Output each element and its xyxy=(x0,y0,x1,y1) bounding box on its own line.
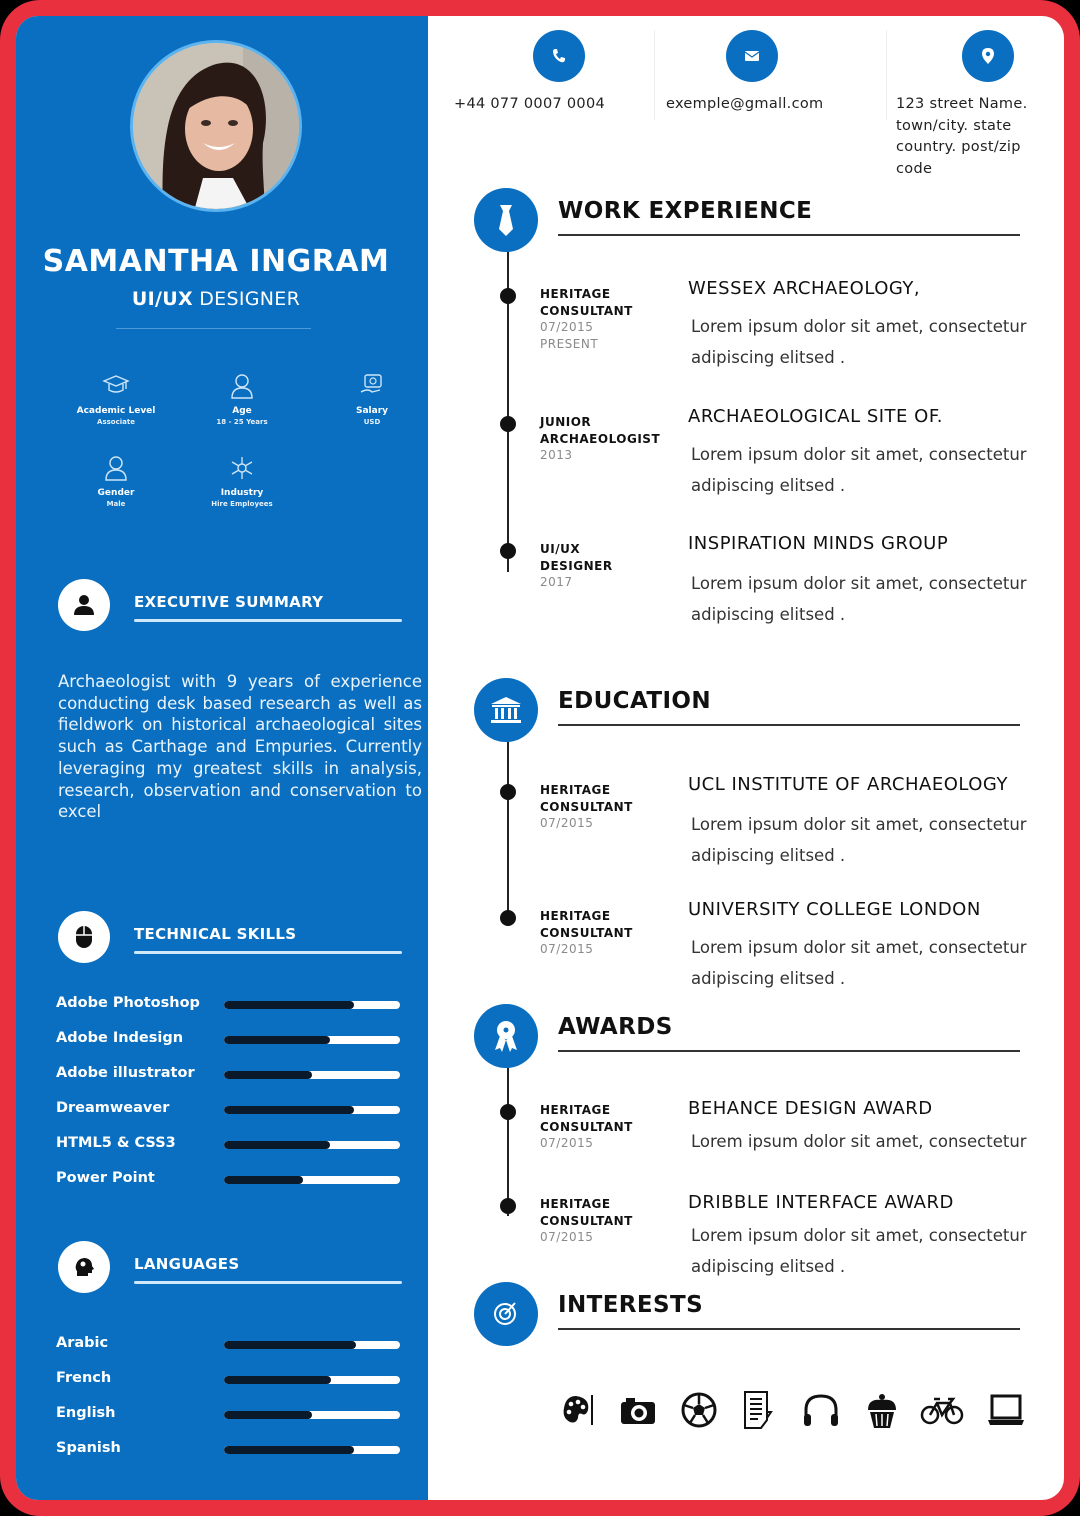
fact-label: Salary xyxy=(355,406,389,416)
language-bar xyxy=(224,1376,400,1384)
email-address[interactable]: exemple@gmall.com xyxy=(666,96,824,112)
language-bar xyxy=(224,1446,400,1454)
title-bold: UI/UX xyxy=(131,288,193,310)
divider xyxy=(654,30,655,120)
language-bar-fill xyxy=(224,1376,331,1384)
sidebar xyxy=(16,16,428,1500)
document-icon xyxy=(736,1388,780,1432)
camera-icon xyxy=(616,1388,660,1432)
fact-label: Gender xyxy=(97,488,135,498)
entry-organization: INSPIRATION MINDS GROUP xyxy=(688,533,949,554)
section-title: WORK EXPERIENCE xyxy=(558,198,813,224)
address xyxy=(896,94,1056,180)
skill-row xyxy=(56,1170,402,1205)
mouse-icon xyxy=(58,911,110,963)
section-title: LANGUAGES xyxy=(134,1255,240,1273)
fact-salary xyxy=(312,372,432,427)
phone-icon xyxy=(533,30,585,82)
entry-description: Lorem ipsum dolor sit amet, consectetur adipiscing elitsed . xyxy=(691,938,1027,988)
skill-bar-fill xyxy=(224,1141,330,1149)
fact-age xyxy=(182,372,302,427)
entry-role: JUNIOR ARCHAEOLOGIST 2013 xyxy=(540,415,661,462)
timeline-dot xyxy=(500,288,516,304)
user-icon xyxy=(58,579,110,631)
skill-label: Dreamweaver xyxy=(56,1100,170,1116)
fact-value: Male xyxy=(106,500,126,508)
fact-label: Industry xyxy=(220,488,264,498)
skill-row xyxy=(56,995,402,1030)
timeline-line xyxy=(507,736,509,926)
phone-number[interactable]: +44 077 0007 0004 xyxy=(454,96,606,112)
fact-value: USD xyxy=(363,418,381,426)
main-content xyxy=(428,16,1064,1500)
section-work-experience xyxy=(474,188,1034,252)
section-title: EDUCATION xyxy=(558,688,712,714)
skills-list xyxy=(56,995,402,1205)
fact-value: 18 - 25 Years xyxy=(216,418,268,426)
skill-row xyxy=(56,1065,402,1100)
entry-role: UI/UX DESIGNER 2017 xyxy=(540,542,613,589)
head-gears-icon xyxy=(58,1241,110,1293)
section-title: EXECUTIVE SUMMARY xyxy=(134,593,324,611)
entry-organization: ARCHAEOLOGICAL SITE OF. xyxy=(688,406,944,427)
network-icon xyxy=(228,454,256,482)
skill-bar-fill xyxy=(224,1106,354,1114)
person-icon xyxy=(102,454,130,482)
language-label: Spanish xyxy=(56,1440,121,1456)
entry-description: Lorem ipsum dolor sit amet, consectetur adipiscing elitsed . xyxy=(691,445,1027,495)
divider xyxy=(116,328,311,329)
section-languages xyxy=(58,1241,418,1293)
language-bar-fill xyxy=(224,1446,354,1454)
profile-photo xyxy=(133,43,302,212)
resume-card xyxy=(16,16,1064,1500)
entry-role: HERITAGE CONSULTANT 07/2015 PRESENT xyxy=(540,287,633,351)
skill-bar xyxy=(224,1176,400,1184)
contact-phone xyxy=(454,30,664,116)
language-label: English xyxy=(56,1405,116,1421)
money-hand-icon xyxy=(358,372,386,400)
skill-bar-fill xyxy=(224,1036,330,1044)
section-technical-skills xyxy=(58,911,418,963)
section-rule xyxy=(558,1050,1020,1052)
entry-description: Lorem ipsum dolor sit amet, consectetur adipiscing elitsed . xyxy=(691,574,1027,624)
summary-text: Archaeologist with 9 years of experience conducting desk based research as well as fieldwork on historical archaeological sites such as Carthage and Empuries. Currently leveraging my greatest skills in analysis, research, observation and conservation to excel xyxy=(58,672,422,822)
person-icon xyxy=(228,372,256,400)
skill-label: Adobe Indesign xyxy=(56,1030,184,1046)
skill-label: Adobe illustrator xyxy=(56,1065,195,1081)
entry-organization: UNIVERSITY COLLEGE LONDON xyxy=(688,899,981,920)
location-pin-icon xyxy=(962,30,1014,82)
section-rule xyxy=(558,724,1020,726)
section-executive-summary xyxy=(58,579,418,631)
skill-row xyxy=(56,1030,402,1065)
entry-organization: DRIBBLE INTERFACE AWARD xyxy=(688,1192,954,1213)
contact-address xyxy=(896,30,1056,180)
cupcake-icon xyxy=(860,1388,904,1432)
headphones-icon xyxy=(799,1388,843,1432)
skill-bar-fill xyxy=(224,1176,303,1184)
avatar xyxy=(130,40,302,212)
entry-description: Lorem ipsum dolor sit amet, consectetur adipiscing elitsed . xyxy=(691,317,1027,367)
address-line: town/city. state xyxy=(896,117,1012,134)
entry-description: Lorem ipsum dolor sit amet, consectetur xyxy=(691,1132,1027,1151)
section-education xyxy=(474,678,1034,742)
section-awards xyxy=(474,1004,1034,1068)
skill-bar-fill xyxy=(224,1001,354,1009)
fact-value: Hire Employees xyxy=(211,500,273,508)
timeline-dot xyxy=(500,910,516,926)
language-bar-fill xyxy=(224,1411,312,1419)
title-rest: DESIGNER xyxy=(192,288,301,310)
bicycle-icon xyxy=(920,1388,964,1432)
entry-description: Lorem ipsum dolor sit amet, consectetur adipiscing elitsed . xyxy=(691,815,1027,865)
entry-organization: BEHANCE DESIGN AWARD xyxy=(688,1098,933,1119)
section-rule xyxy=(134,951,402,954)
skill-row xyxy=(56,1135,402,1170)
email-icon xyxy=(726,30,778,82)
tie-icon xyxy=(474,188,538,252)
entry-description: Lorem ipsum dolor sit amet, consectetur adipiscing elitsed . xyxy=(691,1226,1027,1276)
language-row xyxy=(56,1335,402,1370)
entry-role: HERITAGE CONSULTANT 07/2015 xyxy=(540,1197,633,1244)
entry-role: HERITAGE CONSULTANT 07/2015 xyxy=(540,909,633,956)
section-interests xyxy=(474,1282,1034,1346)
language-bar xyxy=(224,1411,400,1419)
palette-icon xyxy=(556,1388,600,1432)
laptop-icon xyxy=(984,1388,1028,1432)
skill-label: Power Point xyxy=(56,1170,155,1186)
timeline-dot xyxy=(500,543,516,559)
ribbon-award-icon xyxy=(474,1004,538,1068)
target-icon xyxy=(474,1282,538,1346)
fact-value: Associate xyxy=(97,418,135,426)
timeline-dot xyxy=(500,784,516,800)
timeline-dot xyxy=(500,1104,516,1120)
skill-bar-fill xyxy=(224,1071,312,1079)
skill-row xyxy=(56,1100,402,1135)
section-rule xyxy=(558,1328,1020,1330)
graduation-cap-icon xyxy=(102,372,130,400)
section-rule xyxy=(134,1281,402,1284)
institution-icon xyxy=(474,678,538,742)
address-line: 123 street Name. xyxy=(896,96,1028,112)
language-bar xyxy=(224,1341,400,1349)
soccer-ball-icon xyxy=(677,1388,721,1432)
section-title: AWARDS xyxy=(558,1014,673,1040)
skill-bar xyxy=(224,1141,400,1149)
skill-bar xyxy=(224,1036,400,1044)
language-row xyxy=(56,1370,402,1405)
timeline-dot xyxy=(500,1198,516,1214)
entry-organization: WESSEX ARCHAEOLOGY, xyxy=(688,278,921,299)
language-row xyxy=(56,1405,402,1440)
language-bar-fill xyxy=(224,1341,356,1349)
skill-bar xyxy=(224,1071,400,1079)
language-row xyxy=(56,1440,402,1475)
divider xyxy=(886,30,887,120)
timeline-line xyxy=(507,1066,509,1216)
language-label: French xyxy=(56,1370,112,1386)
section-title: INTERESTS xyxy=(558,1292,704,1318)
language-label: Arabic xyxy=(56,1335,109,1351)
section-rule xyxy=(134,619,402,622)
fact-academic-level xyxy=(56,372,176,427)
entry-role: HERITAGE CONSULTANT 07/2015 xyxy=(540,1103,633,1150)
languages-list xyxy=(56,1335,402,1475)
contact-email xyxy=(666,30,876,116)
section-rule xyxy=(558,234,1020,236)
candidate-title xyxy=(16,288,416,310)
interests-icons xyxy=(556,1388,1036,1432)
timeline-dot xyxy=(500,416,516,432)
skill-label: Adobe Photoshop xyxy=(56,995,200,1011)
address-line: country. post/zip xyxy=(896,139,1021,155)
candidate-name: SAMANTHA INGRAM xyxy=(42,244,390,279)
skill-label: HTML5 & CSS3 xyxy=(56,1135,176,1151)
section-title: TECHNICAL SKILLS xyxy=(134,925,297,943)
fact-gender xyxy=(56,454,176,509)
fact-label: Age xyxy=(232,406,252,416)
fact-industry xyxy=(182,454,302,509)
entry-organization: UCL INSTITUTE OF ARCHAEOLOGY xyxy=(688,774,1008,795)
skill-bar xyxy=(224,1106,400,1114)
address-line: code xyxy=(896,160,933,177)
fact-label: Academic Level xyxy=(76,406,156,416)
entry-role: HERITAGE CONSULTANT 07/2015 xyxy=(540,783,633,830)
skill-bar xyxy=(224,1001,400,1009)
